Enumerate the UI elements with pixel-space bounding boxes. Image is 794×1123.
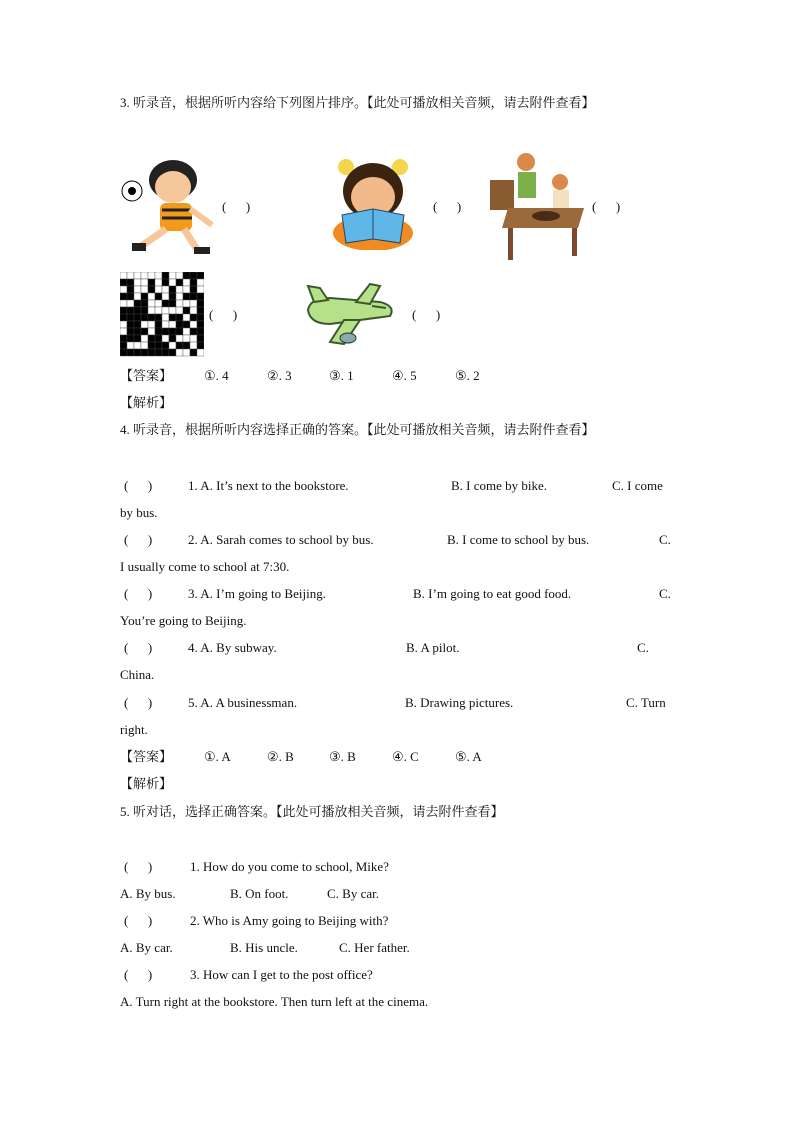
option-a: 4. A. By subway. [188, 640, 277, 655]
option-b: B. Drawing pictures. [405, 695, 514, 710]
question-3-title: 3. 听录音，根据所听内容给下列图片排序。【此处可播放相关音频，请去附件查看】 [120, 95, 595, 110]
question-5-title: 5. 听对话，选择正确答案。【此处可播放相关音频，请去附件查看】 [120, 804, 504, 819]
answer-blank[interactable]: ( ) [124, 586, 153, 601]
option-c: C. Turn [626, 695, 666, 710]
airplane-image [300, 280, 400, 350]
answer-blank[interactable]: ( ) [124, 859, 153, 874]
question-text: 1. How do you come to school, Mike? [190, 859, 389, 874]
analysis-label: 【解析】 [120, 776, 173, 791]
option-c: C. [637, 640, 649, 655]
blank-3[interactable]: ( ) [592, 199, 621, 214]
answer-2: ②. 3 [267, 368, 292, 383]
answer-3: ③. B [329, 749, 356, 764]
option-c: C. [659, 586, 671, 601]
option-continued: You’re going to Beijing. [120, 613, 247, 628]
blank-4[interactable]: ( ) [209, 307, 238, 322]
blank-5[interactable]: ( ) [412, 307, 441, 322]
option-b: B. His uncle. [230, 940, 298, 955]
answer-1: ①. A [204, 749, 231, 764]
option-a: 1. A. It’s next to the bookstore. [188, 478, 349, 493]
option-c: C. Her father. [339, 940, 410, 955]
answer-3: ③. 1 [329, 368, 354, 383]
reading-girl-image [328, 155, 420, 250]
option-b: B. A pilot. [406, 640, 460, 655]
option-c: C. [659, 532, 671, 547]
answer-5: ⑤. 2 [455, 368, 480, 383]
option-a: A. Turn right at the bookstore. Then turn left at the cinema. [120, 994, 429, 1009]
question-text: 2. Who is Amy going to Beijing with? [190, 913, 389, 928]
answer-blank[interactable]: ( ) [124, 478, 153, 493]
answer-blank[interactable]: ( ) [124, 967, 153, 982]
cooking-family-image [488, 150, 586, 262]
crossword-puzzle-image [120, 272, 204, 358]
option-a: A. By bus. [120, 886, 176, 901]
blank-2[interactable]: ( ) [433, 199, 462, 214]
option-b: B. I’m going to eat good food. [413, 586, 572, 601]
answer-5: ⑤. A [455, 749, 482, 764]
question-text: 3. How can I get to the post office? [190, 967, 373, 982]
option-continued: China. [120, 667, 155, 682]
answer-4: ④. 5 [392, 368, 417, 383]
option-a: A. By car. [120, 940, 173, 955]
answer-blank[interactable]: ( ) [124, 913, 153, 928]
option-b: B. I come to school by bus. [447, 532, 590, 547]
option-continued: right. [120, 722, 148, 737]
option-a: 3. A. I’m going to Beijing. [188, 586, 326, 601]
answer-blank[interactable]: ( ) [124, 695, 153, 710]
option-a: 5. A. A businessman. [188, 695, 298, 710]
analysis-label: 【解析】 [120, 395, 173, 410]
answer-label: 【答案】 [120, 749, 173, 764]
answer-blank[interactable]: ( ) [124, 640, 153, 655]
option-c: C. I come [612, 478, 663, 493]
option-b: B. On foot. [230, 886, 289, 901]
question-4-title: 4. 听录音，根据所听内容选择正确的答案。【此处可播放相关音频，请去附件查看】 [120, 422, 595, 437]
answer-1: ①. 4 [204, 368, 229, 383]
answer-2: ②. B [267, 749, 294, 764]
answer-4: ④. C [392, 749, 419, 764]
option-continued: by bus. [120, 505, 158, 520]
soccer-boy-image [118, 155, 216, 255]
option-b: B. I come by bike. [451, 478, 548, 493]
option-a: 2. A. Sarah comes to school by bus. [188, 532, 374, 547]
blank-1[interactable]: ( ) [222, 199, 251, 214]
answer-label: 【答案】 [120, 368, 173, 383]
option-c: C. By car. [327, 886, 379, 901]
answer-blank[interactable]: ( ) [124, 532, 153, 547]
option-continued: I usually come to school at 7:30. [120, 559, 290, 574]
